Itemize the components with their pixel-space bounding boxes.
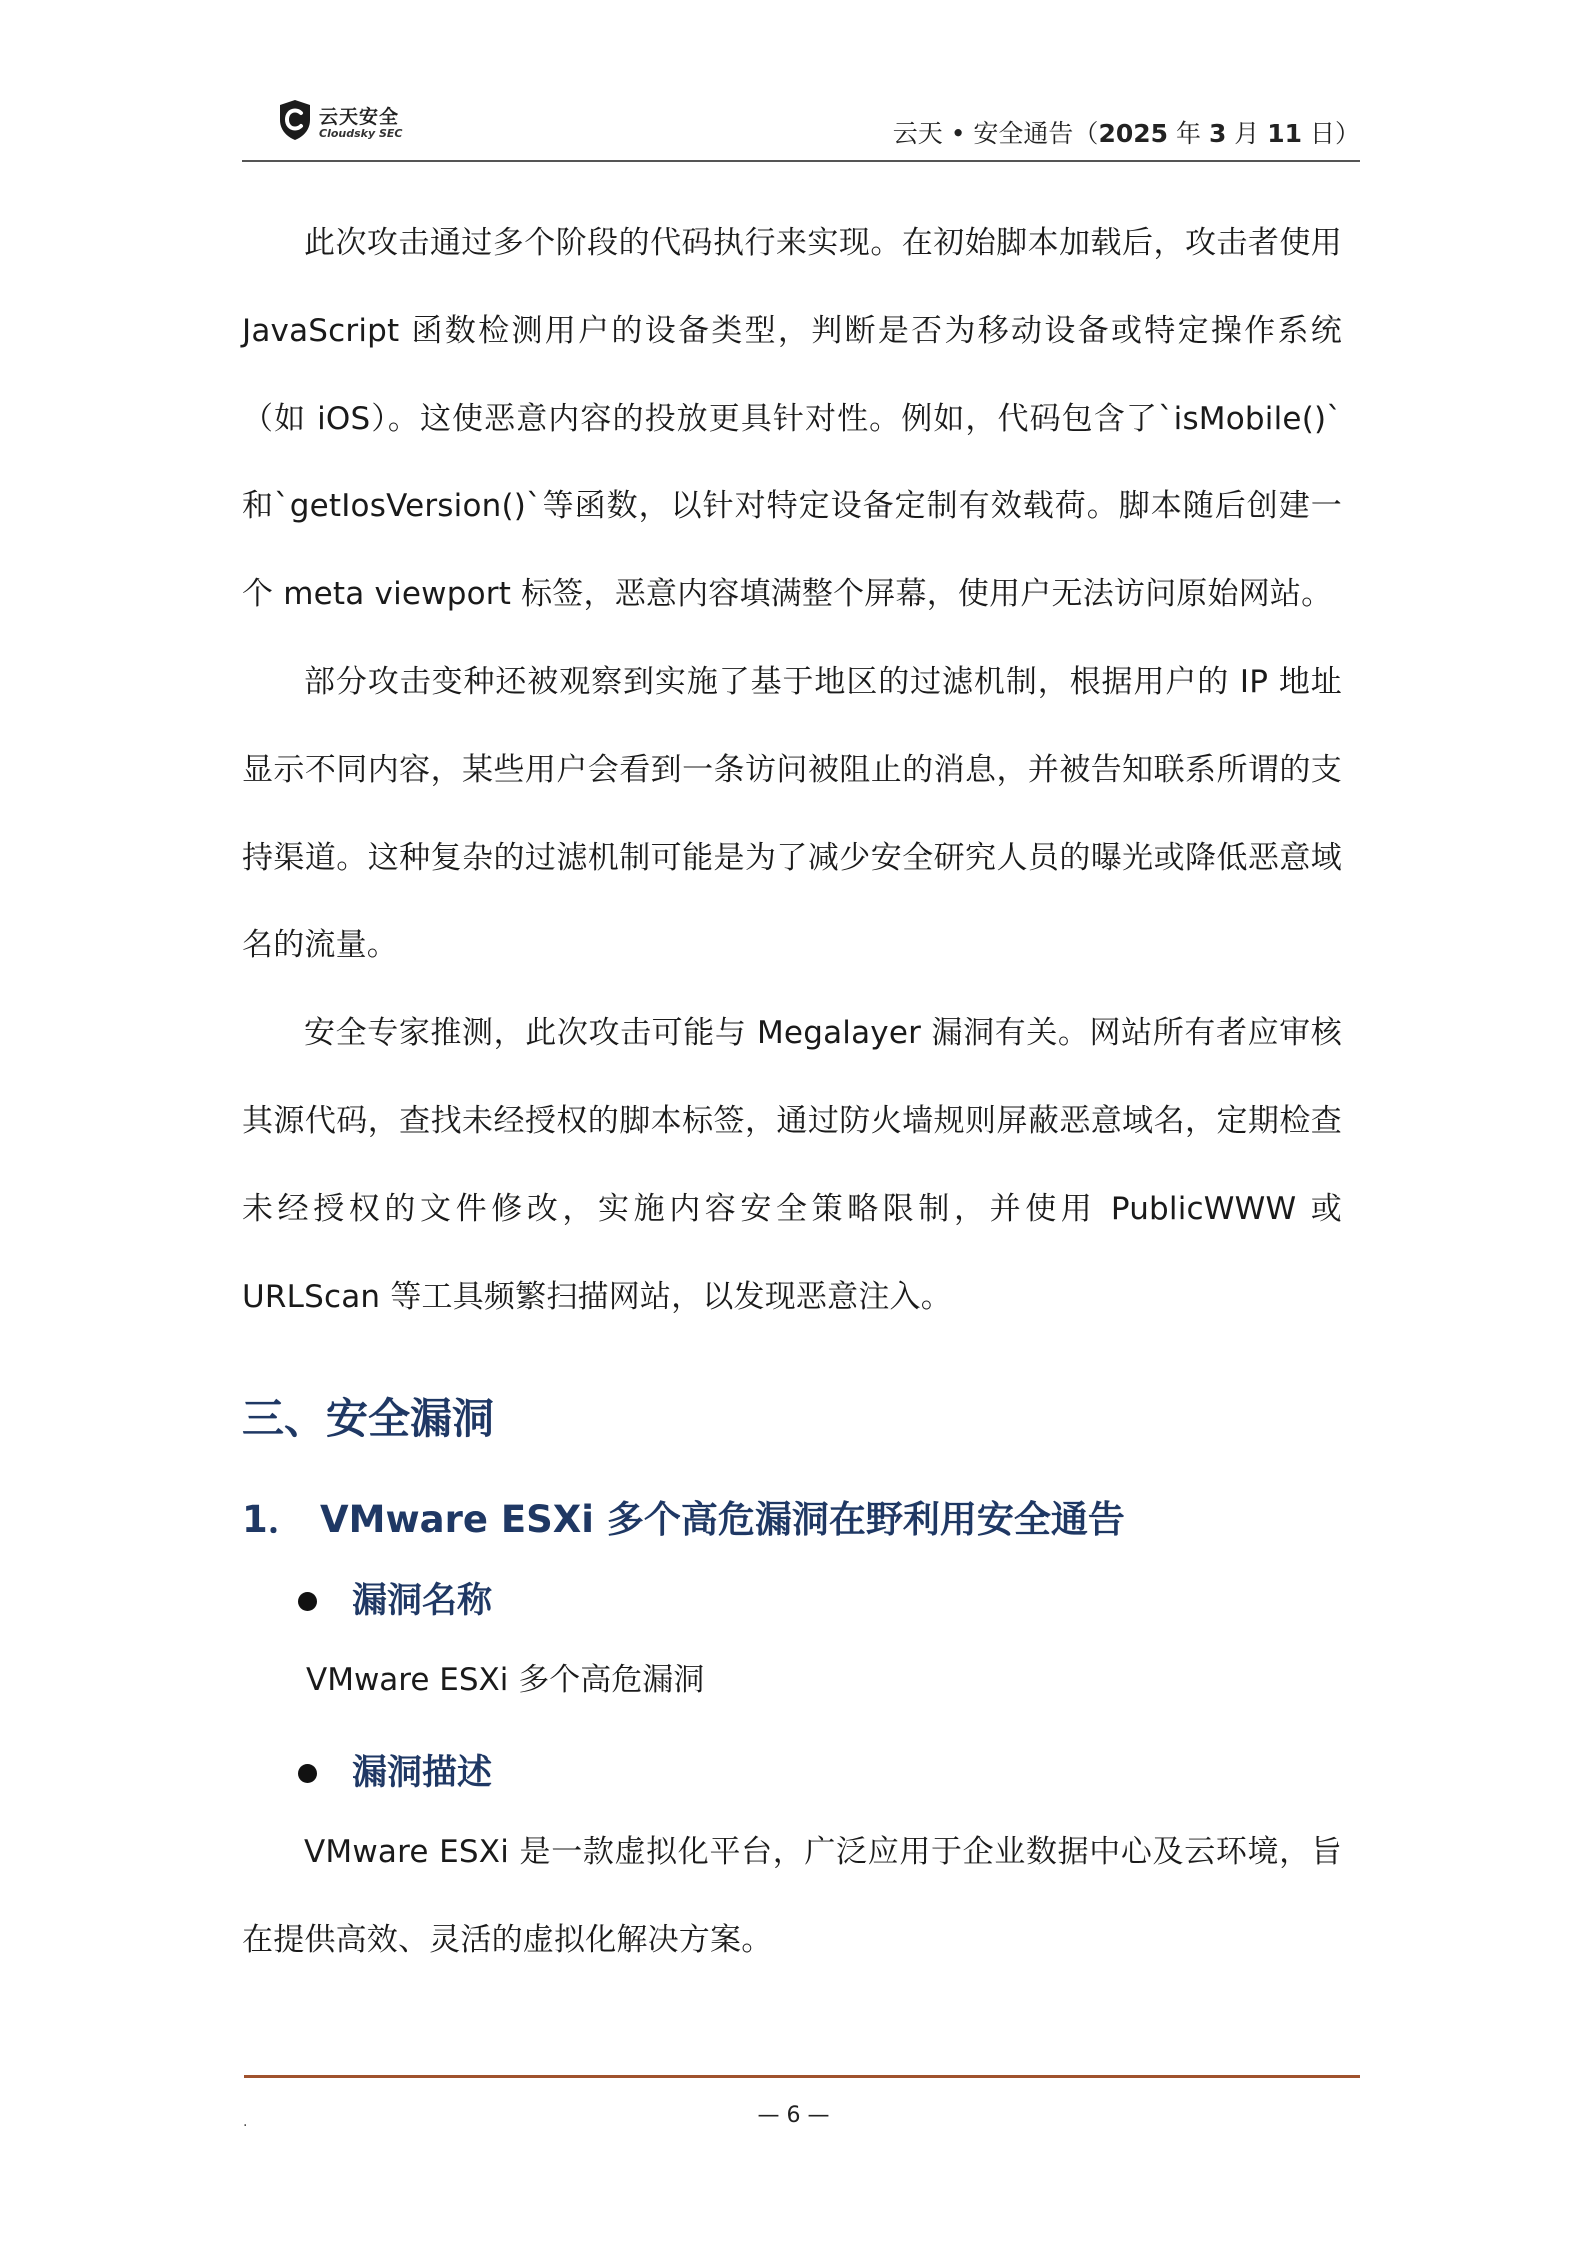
header-day-unit: 日） xyxy=(1302,119,1360,148)
cloudsky-logo xyxy=(277,98,427,148)
header-month-unit: 月 xyxy=(1226,119,1268,148)
bullet-dot-icon xyxy=(298,1764,317,1783)
bullet-dot-icon xyxy=(298,1592,317,1611)
header-divider xyxy=(242,160,1360,162)
subsection-title: VMware ESXi 多个高危漏洞在野利用安全通告 xyxy=(320,1498,1125,1542)
subsection-number: 1． xyxy=(242,1498,305,1542)
bullet-heading-text: 漏洞名称 xyxy=(352,1581,493,1622)
logo-english-text: Cloudsky SEC xyxy=(319,127,403,140)
bullet-heading-text: 漏洞描述 xyxy=(352,1753,493,1794)
header-month: 3 xyxy=(1208,119,1227,148)
shield-logo-icon xyxy=(277,98,313,142)
page-header xyxy=(242,92,1360,162)
body-paragraph-recommendations: 安全专家推测，此次攻击可能与 Megalayer 漏洞有关。网站所有者应审核其源代码，查找未经授权的脚本标签，通过防火墙规则屏蔽恶意域名，定期检查未经授权的文件修改，实施内容安全策略限制，并使用 PublicWWW 或 URLScan 等工具频繁扫描网站，以发现恶意注入。 xyxy=(242,1015,1342,1315)
vuln-description-paragraph: VMware ESXi 是一款虚拟化平台，广泛应用于企业数据中心及云环境，旨在提供高效、灵活的虚拟化解决方案。 xyxy=(242,1834,1342,1958)
body-paragraph-geo-filtering: 部分攻击变种还被观察到实施了基于地区的过滤机制，根据用户的 IP 地址显示不同内容，某些用户会看到一条访问被阻止的消息，并被告知联系所谓的支持渠道。这种复杂的过滤机制可能是为了减少安全研究人员的曝光或降低恶意域名的流量。 xyxy=(242,663,1342,964)
header-year: 2025 xyxy=(1098,119,1169,148)
header-title xyxy=(893,114,1360,150)
logo-chinese-text: 云天安全 xyxy=(319,106,400,128)
bullet-heading-vuln-name xyxy=(242,1565,1342,1637)
page-content xyxy=(242,200,1342,1985)
body-paragraph-attack-stages: 此次攻击通过多个阶段的代码执行来实现。在初始脚本加载后，攻击者使用 JavaScript 函数检测用户的设备类型，判断是否为移动设备或特定操作系统（如 iOS）。这使恶意内容的投放更具针对性。例如，代码包含了`isMobile()`和`getIosVersion()`等函数，以针对特定设备定制有效载荷。脚本随后创建一个 meta viewport 标签，恶意内容填满整个屏幕，使用户无法访问原始网站。 xyxy=(242,225,1342,613)
footer-divider xyxy=(244,2075,1360,2078)
vuln-name-text: VMware ESXi 多个高危漏洞 xyxy=(306,1662,705,1699)
header-year-unit: 年 xyxy=(1168,119,1209,148)
footer-dot: . xyxy=(243,2114,248,2130)
section-heading: 三、安全漏洞 xyxy=(242,1394,495,1444)
page-number: — 6 — xyxy=(757,2103,830,2128)
bullet-heading-vuln-description xyxy=(242,1737,1342,1809)
header-title-prefix: 云天 • 安全通告（ xyxy=(892,119,1099,148)
subsection-heading xyxy=(242,1487,1342,1553)
header-day: 11 xyxy=(1267,119,1303,148)
